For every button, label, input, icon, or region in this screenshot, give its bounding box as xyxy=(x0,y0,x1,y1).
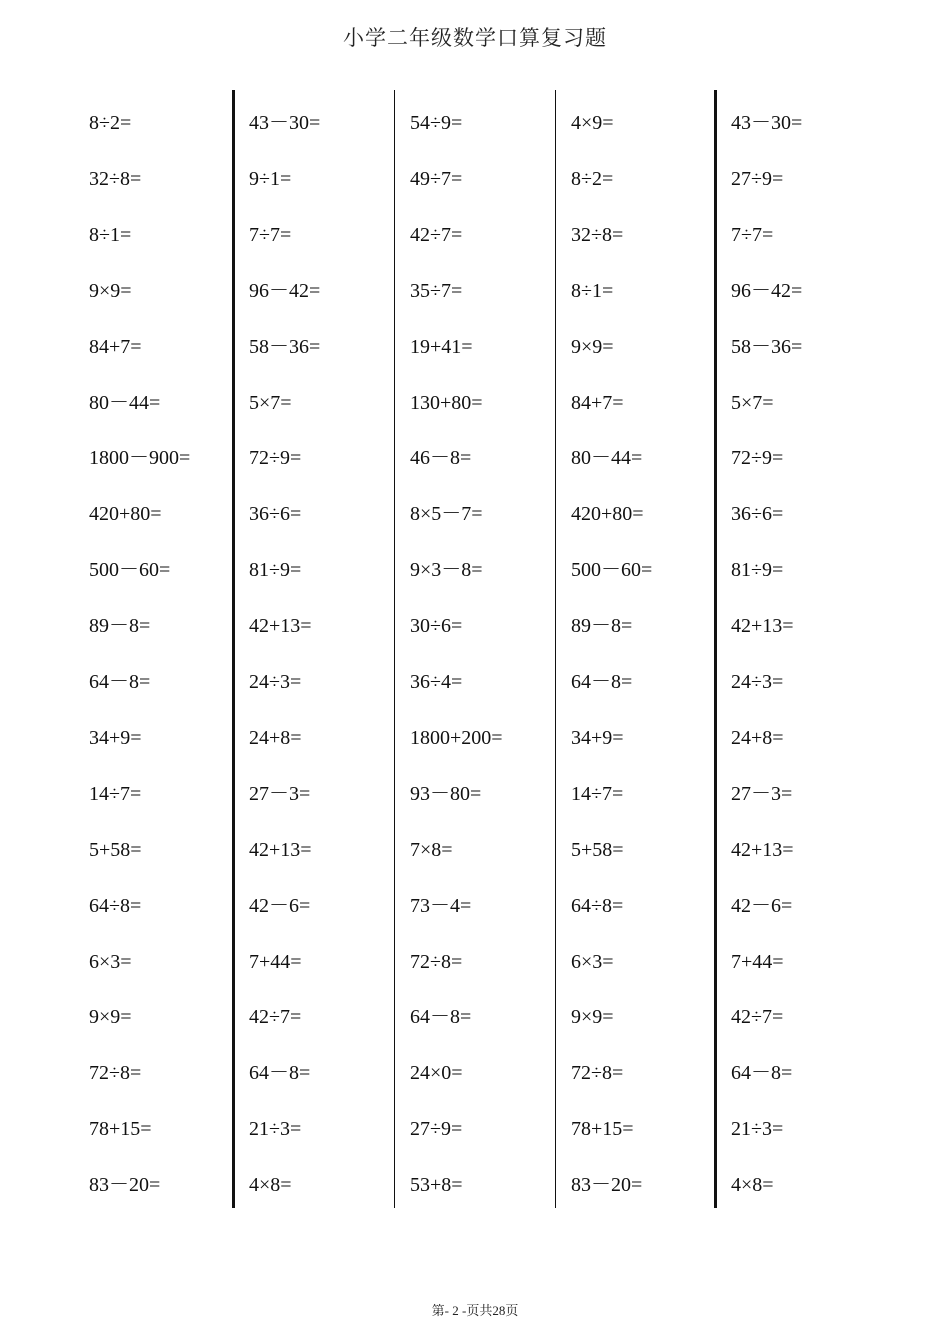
problem-column xyxy=(396,90,554,1208)
problem-item: 5+58= xyxy=(571,838,624,861)
problem-item: 4×8= xyxy=(731,1174,774,1197)
column-divider xyxy=(555,90,556,1208)
problem-item: 36÷6= xyxy=(731,503,784,526)
problem-item: 30÷6= xyxy=(410,615,463,638)
column-divider xyxy=(394,90,395,1208)
problem-item: 8÷1= xyxy=(571,279,614,302)
problem-item: 43－30= xyxy=(731,112,803,134)
problem-item: 42÷7= xyxy=(731,1006,784,1029)
problem-item: 8÷1= xyxy=(89,223,132,246)
problem-item: 64÷8= xyxy=(89,894,142,917)
problem-item: 24+8= xyxy=(731,726,784,749)
problem-item: 34+9= xyxy=(89,726,142,749)
problem-item: 72÷9= xyxy=(249,447,302,470)
problem-item: 19+41= xyxy=(410,335,473,358)
problem-item: 9×9= xyxy=(89,279,132,302)
problem-item: 4×8= xyxy=(249,1174,292,1197)
problem-item: 9×3－8= xyxy=(410,559,483,582)
problem-item: 42÷7= xyxy=(410,223,463,246)
problem-item: 21÷3= xyxy=(249,1118,302,1141)
problem-item: 64－8= xyxy=(571,671,633,693)
problem-item: 80－44= xyxy=(89,391,161,414)
problem-column xyxy=(717,90,875,1208)
problem-item: 36÷6= xyxy=(249,503,302,526)
problem-item: 42+13= xyxy=(249,615,312,638)
problem-item: 58－36= xyxy=(249,335,321,358)
problem-item: 89－8= xyxy=(89,615,151,638)
problem-item: 80－44= xyxy=(571,447,643,470)
problem-item: 35÷7= xyxy=(410,279,463,302)
problem-item: 36÷4= xyxy=(410,671,463,693)
problem-item: 64－8= xyxy=(89,671,151,693)
problem-grid xyxy=(75,90,875,1210)
problem-item: 24+8= xyxy=(249,726,302,749)
problem-item: 32÷8= xyxy=(89,167,142,190)
problem-item: 24×0= xyxy=(410,1062,463,1085)
problem-item: 93－80= xyxy=(410,782,482,805)
problem-item: 72÷9= xyxy=(731,447,784,470)
problem-item: 24÷3= xyxy=(731,671,784,693)
problem-item: 72÷8= xyxy=(410,950,463,973)
problem-item: 84+7= xyxy=(571,391,624,414)
problem-item: 420+80= xyxy=(571,503,644,526)
problem-item: 1800－900= xyxy=(89,447,191,470)
problem-item: 42+13= xyxy=(731,615,794,638)
problem-item: 7÷7= xyxy=(249,223,292,246)
problem-item: 72÷8= xyxy=(89,1062,142,1085)
problem-item: 7×8= xyxy=(410,838,453,861)
problem-item: 9×9= xyxy=(571,1006,614,1029)
problem-item: 14÷7= xyxy=(571,782,624,805)
problem-item: 34+9= xyxy=(571,726,624,749)
problem-item: 58－36= xyxy=(731,335,803,358)
problem-item: 8×5－7= xyxy=(410,503,483,526)
problem-item: 7+44= xyxy=(249,950,302,973)
problem-item: 500－60= xyxy=(89,559,171,582)
problem-item: 78+15= xyxy=(89,1118,152,1141)
problem-item: 81÷9= xyxy=(731,559,784,582)
problem-item: 83－20= xyxy=(571,1174,643,1197)
problem-item: 54÷9= xyxy=(410,112,463,134)
problem-item: 21÷3= xyxy=(731,1118,784,1141)
problem-item: 72÷8= xyxy=(571,1062,624,1085)
problem-item: 6×3= xyxy=(571,950,614,973)
problem-item: 73－4= xyxy=(410,894,472,917)
problem-item: 64－8= xyxy=(249,1062,311,1085)
problem-item: 130+80= xyxy=(410,391,483,414)
problem-item: 96－42= xyxy=(249,279,321,302)
problem-column xyxy=(557,90,715,1208)
problem-item: 14÷7= xyxy=(89,782,142,805)
problem-column xyxy=(75,90,233,1208)
problem-item: 27－3= xyxy=(731,782,793,805)
problem-item: 7+44= xyxy=(731,950,784,973)
problem-item: 420+80= xyxy=(89,503,162,526)
problem-item: 43－30= xyxy=(249,112,321,134)
problem-item: 24÷3= xyxy=(249,671,302,693)
problem-item: 1800+200= xyxy=(410,726,503,749)
problem-item: 96－42= xyxy=(731,279,803,302)
problem-item: 84+7= xyxy=(89,335,142,358)
problem-item: 83－20= xyxy=(89,1174,161,1197)
problem-item: 9×9= xyxy=(89,1006,132,1029)
problem-item: 89－8= xyxy=(571,615,633,638)
problem-item: 64－8= xyxy=(410,1006,472,1029)
problem-item: 64÷8= xyxy=(571,894,624,917)
problem-item: 42+13= xyxy=(249,838,312,861)
problem-item: 5×7= xyxy=(731,391,774,414)
problem-item: 5×7= xyxy=(249,391,292,414)
problem-item: 64－8= xyxy=(731,1062,793,1085)
problem-item: 81÷9= xyxy=(249,559,302,582)
problem-item: 53+8= xyxy=(410,1174,463,1197)
problem-item: 500－60= xyxy=(571,559,653,582)
problem-item: 42+13= xyxy=(731,838,794,861)
problem-item: 32÷8= xyxy=(571,223,624,246)
problem-item: 78+15= xyxy=(571,1118,634,1141)
problem-item: 42÷7= xyxy=(249,1006,302,1029)
problem-item: 6×3= xyxy=(89,950,132,973)
problem-item: 4×9= xyxy=(571,112,614,134)
page-title: 小学二年级数学口算复习题 xyxy=(343,26,607,50)
problem-item: 9÷1= xyxy=(249,167,292,190)
problem-item: 46－8= xyxy=(410,447,472,470)
problem-item: 8÷2= xyxy=(89,112,132,134)
problem-item: 42－6= xyxy=(731,894,793,917)
problem-item: 9×9= xyxy=(571,335,614,358)
problem-item: 7÷7= xyxy=(731,223,774,246)
problem-item: 27÷9= xyxy=(731,167,784,190)
problem-item: 49÷7= xyxy=(410,167,463,190)
problem-item: 8÷2= xyxy=(571,167,614,190)
problem-item: 5+58= xyxy=(89,838,142,861)
problem-column xyxy=(235,90,393,1208)
problem-item: 27－3= xyxy=(249,782,311,805)
problem-item: 27÷9= xyxy=(410,1118,463,1141)
page-footer: 第- 2 -页共28页 xyxy=(431,1303,519,1318)
problem-item: 42－6= xyxy=(249,894,311,917)
